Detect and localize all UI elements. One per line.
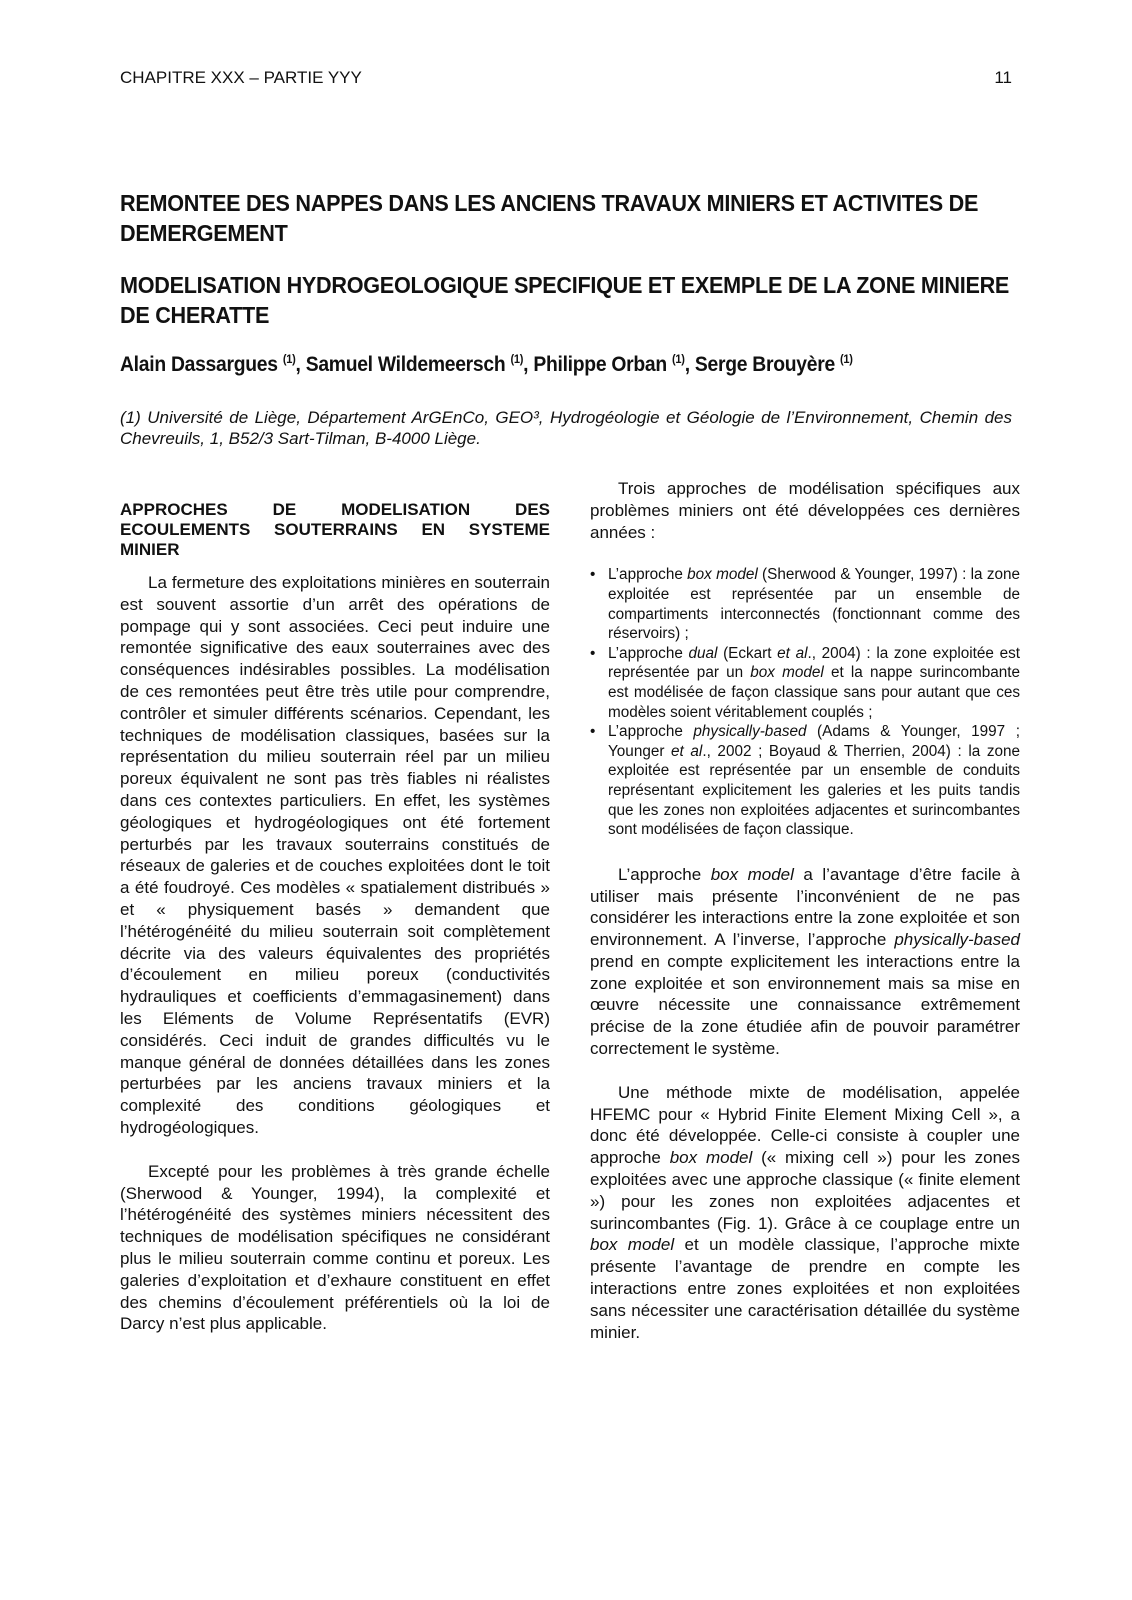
list-item: • L’approche box model (Sherwood & Younger, 1997) : la zone exploitée est représentée par un ensemble de compartiments interconnectés (fonctionnant comme des réservoirs) ; <box>608 565 1020 643</box>
section-heading: APPROCHES DE MODELISATION DES ECOULEMENTS SOUTERRAINS EN SYSTEME MINIER <box>120 500 550 559</box>
author-list: Alain Dassargues $^{(1)}$, Samuel Wildemeersch $^{(1)}$, Philippe Orban $^{(1)}$, Serge Brouyère $^{(1)}$ <box>120 352 853 376</box>
right-column <box>590 478 1020 1343</box>
left-column <box>120 500 550 1335</box>
running-header <box>120 68 1012 88</box>
body-paragraph: Excepté pour les problèmes à très grande échelle (Sherwood & Younger, 1994), la complexité et l’hétérogénéité des systèmes miniers nécessitent des techniques de modélisation spécifiques ne considérant plus le milieu souterrain comme continu et poreux. Les galeries d’exploitation et d’exhaure constituent en effet des chemins d’écoulement préférentiels où la loi de Darcy n’est plus applicable. <box>120 1161 550 1334</box>
body-paragraph: Trois approches de modélisation spécifiques aux problèmes miniers ont été développées ces dernières années : <box>590 479 1020 542</box>
list-item: • L’approche dual (Eckart et al., 2004) : la zone exploitée est représentée par un box model et la nappe surincombante est modélisée de façon classique sans pour autant que ces modèles soient véritablement couplés ; <box>608 644 1020 722</box>
body-paragraph: L’approche box model a l’avantage d’être facile à utiliser mais présente l’inconvénient de ne pas considérer les interactions entre la zone exploitée et son environnement. A l’inverse, l’approche physically-based prend en compte explicitement les interactions entre la zone exploitée et son environnement mais sa mise en œuvre nécessite une connaissance extrêmement précise de la zone étudiée afin de pouvoir paramétrer correctement le système. <box>590 864 1021 1059</box>
author-affiliation-mark: (1) <box>282 352 296 366</box>
running-title: CHAPITRE XXX – PARTIE YYY <box>120 68 362 87</box>
body-paragraph: Une méthode mixte de modélisation, appelée HFEMC pour « Hybrid Finite Element Mixing Cell », a donc été développée. Celle-ci consiste à coupler une approche box model (« mixing cell ») pour les zones exploitées avec une approche classique (« finite element ») pour les zones non exploitées adjacentes et surincombantes (Fig. 1). Grâce à ce couplage entre un box model et un modèle classique, l’approche mixte présente l’avantage de prendre en compte les interactions entre zones exploitées et non exploitées sans nécessiter une caractérisation détaillée du système minier. <box>590 1082 1021 1342</box>
author-affiliation-mark: (1) <box>840 352 853 366</box>
title-block <box>120 188 1012 449</box>
author-affiliation-mark: (1) <box>672 352 685 366</box>
paper-title: REMONTEE DES NAPPES DANS LES ANCIENS TRAVAUX MINIERS ET ACTIVITES DE DEMERGEMENT <box>120 190 979 246</box>
list-item: • L’approche physically-based (Adams & Younger, 1997 ; Younger et al., 2002 ; Boyaud & Therrien, 2004) : la zone exploitée est représentée par un ensemble de conduits représentant explicitement les galeries et les puits tandis que les zones non exploitées adjacentes et surincombantes sont modélisées de façon classique. <box>608 722 1020 840</box>
author-name: Alain Dassargues <box>120 353 278 376</box>
paper-subtitle: MODELISATION HYDROGEOLOGIQUE SPECIFIQUE ET EXEMPLE DE LA ZONE MINIERE DE CHERATTE <box>120 272 1010 328</box>
author-affiliation-mark: (1) <box>510 352 524 366</box>
author-name: Philippe Orban <box>533 353 667 376</box>
author-name: Samuel Wildemeersch <box>305 353 506 376</box>
approaches-list <box>590 565 1020 839</box>
affiliation: (1) Université de Liège, Département ArGEnCo, GEO³, Hydrogéologie et Géologie de l’Environnement, Chemin des Chevreuils, 1, B52/3 Sart-Tilman, B-4000 Liège. <box>120 408 1012 448</box>
author-name: Serge Brouyère <box>694 353 835 376</box>
body-paragraph: La fermeture des exploitations minières en souterrain est souvent assortie d’un arrêt des opérations de pompage qui y sont associées. Ceci peut induire une remontée significative des eaux souterraines avec des conséquences indésirables possibles. La modélisation de ces remontées peut être très utile pour comprendre, contrôler et simuler différents scénarios. Cependant, les techniques de modélisation classiques, basées sur la représentation du milieu souterrain réel par un milieu poreux équivalent ne sont pas très fiables ni réalistes dans ces contextes particuliers. En effet, les systèmes géologiques et hydrogéologiques ont été fortement perturbés par les travaux souterrains constitués de réseaux de galeries et de couches exploitées dont le toit a été foudroyé. Ces modèles « spatialement distribués » et « physiquement basés » demandent que l’hétérogénéité du milieu souterrain soit complètement décrite via des valeurs équivalentes des propriétés d’écoulement en milieu poreux (conductivités hydrauliques et coefficients d’emmagasinement) dans les Eléments de Volume Représentatifs (EVR) considérés. Ceci induit de grandes difficultés vu le manque général de données détaillées dans les zones perturbées par les anciens travaux miniers et la complexité des conditions géologiques et hydrogéologiques. <box>120 573 550 1137</box>
page-number: 11 <box>994 68 1012 87</box>
